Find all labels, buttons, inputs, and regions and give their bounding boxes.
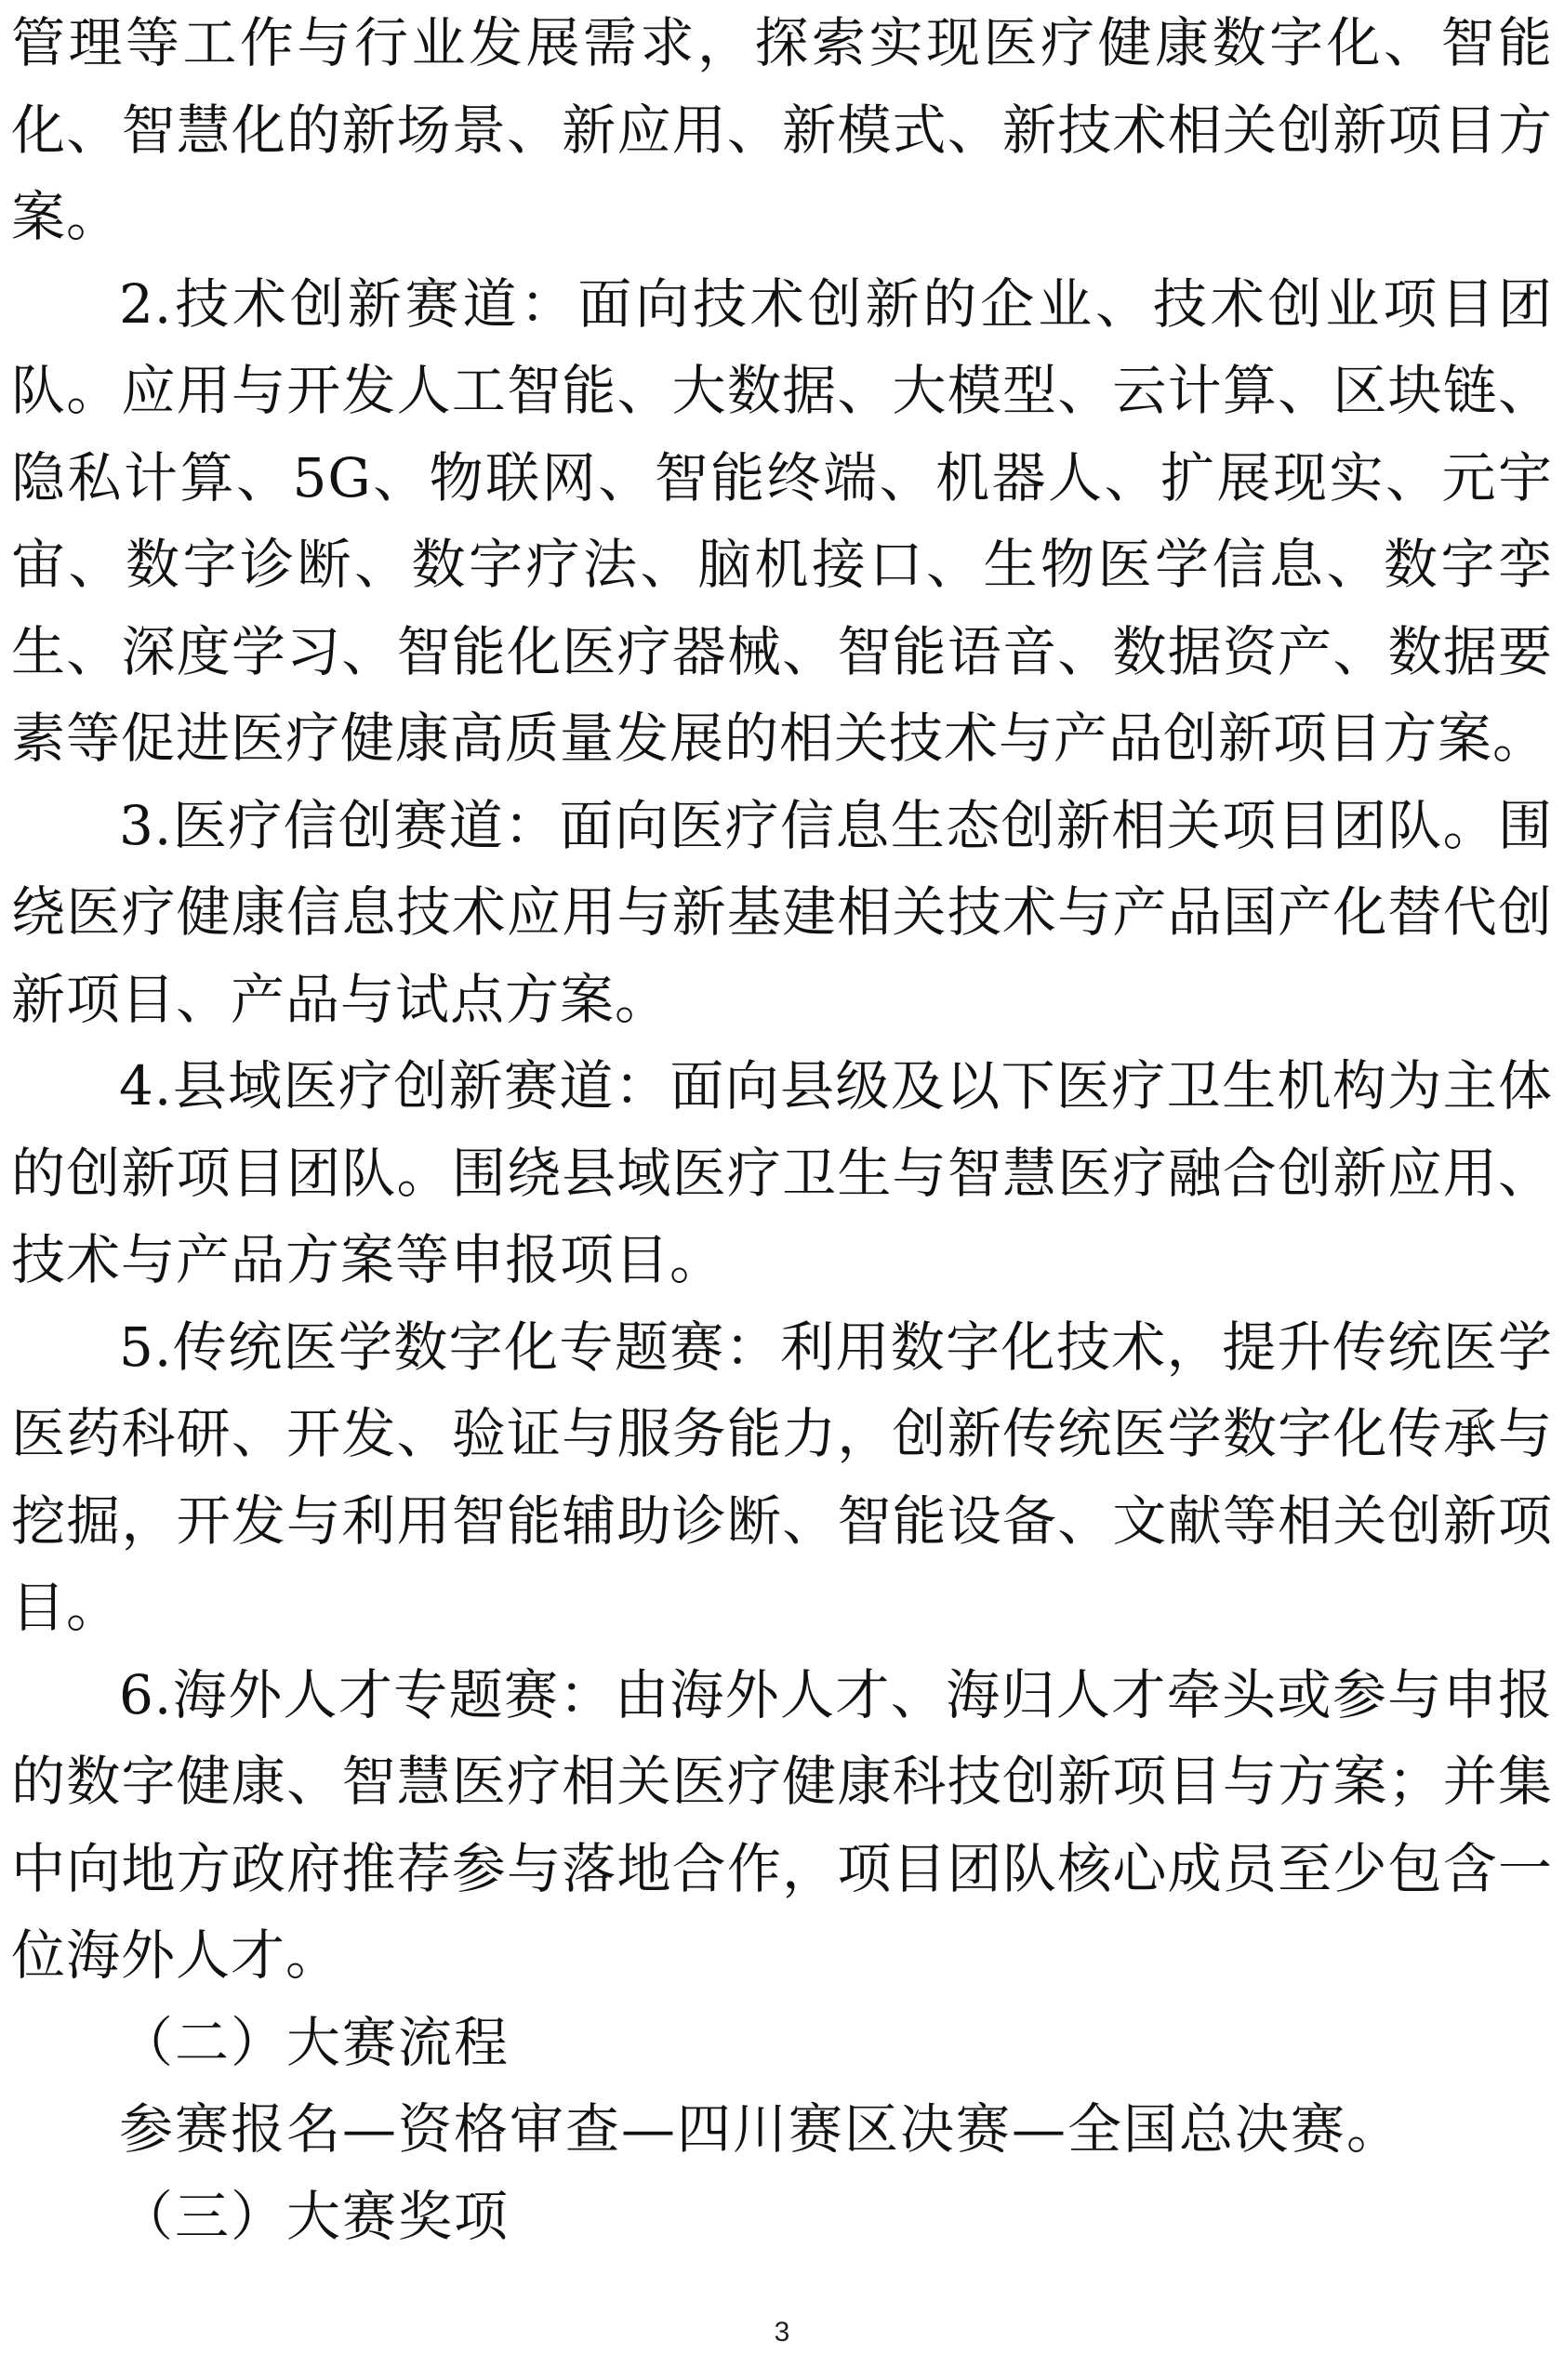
paragraph-medical-xinchuang-track: 3.医疗信创赛道：面向医疗信息生态创新相关项目团队。围绕医疗健康信息技术应用与新基建相关技术与产品国产化替代创新项目、产品与试点方案。 — [11, 793, 1553, 1031]
section-heading-process: （二）大赛流程 — [119, 2010, 510, 2074]
section-heading-awards: （三）大赛奖项 — [119, 2184, 510, 2248]
process-flow-text: 参赛报名—资格审查—四川赛区决赛—全国总决赛。 — [119, 2097, 1403, 2161]
paragraph-county-medical-track: 4.县域医疗创新赛道：面向县级及以下医疗卫生机构为主体的创新项目团队。围绕县域医疗卫生与智慧医疗融合创新应用、技术与产品方案等申报项目。 — [11, 1054, 1553, 1291]
paragraph-continuation: 管理等工作与行业发展需求，探索实现医疗健康数字化、智能化、智慧化的新场景、新应用、新模式、新技术相关创新项目方案。 — [11, 11, 1553, 248]
paragraph-overseas-talent-track: 6.海外人才专题赛：由海外人才、海归人才牵头或参与申报的数字健康、智慧医疗相关医疗健康科技创新项目与方案；并集中向地方政府推荐参与落地合作，项目团队核心成员至少包含一位海外人才。 — [11, 1662, 1553, 1987]
document-body — [11, 0, 1553, 2260]
paragraph-tech-innovation-track: 2.技术创新赛道：面向技术创新的企业、技术创业项目团队。应用与开发人工智能、大数据、大模型、云计算、区块链、隐私计算、5G、物联网、智能终端、机器人、扩展现实、元宇宙、数字诊断、数字疗法、脑机接口、生物医学信息、数字孪生、深度学习、智能化医疗器械、智能语音、数据资产、数据要素等促进医疗健康高质量发展的相关技术与产品创新项目方案。 — [11, 271, 1553, 770]
paragraph-traditional-medicine-track: 5.传统医学数字化专题赛：利用数字化技术，提升传统医学医药科研、开发、验证与服务能力，创新传统医学数字化传承与挖掘，开发与利用智能辅助诊断、智能设备、文献等相关创新项目。 — [11, 1315, 1553, 1639]
page-number: 3 — [774, 2317, 790, 2347]
